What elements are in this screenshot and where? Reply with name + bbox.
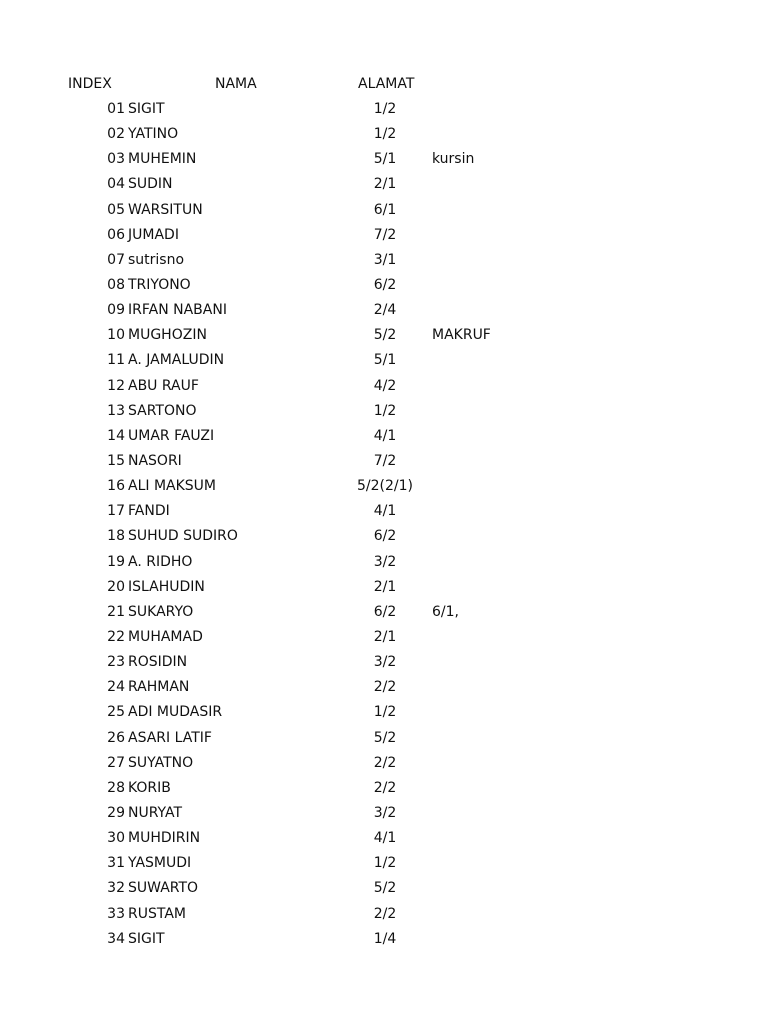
row-address: 2/1 — [373, 176, 397, 193]
row-index: 24 — [107, 679, 125, 696]
table-row — [0, 376, 768, 401]
row-name: ALI MAKSUM — [128, 478, 217, 495]
table-row — [0, 602, 768, 627]
table-row — [0, 702, 768, 727]
row-name: SUWARTO — [128, 880, 199, 897]
row-name: MUHAMAD — [128, 628, 203, 645]
row-name: WARSITUN — [128, 201, 203, 218]
row-index: 05 — [107, 201, 125, 218]
column-header-index: INDEX — [68, 76, 112, 92]
row-name: MUHDIRIN — [128, 830, 201, 847]
row-name: NURYAT — [128, 804, 183, 821]
row-index: 18 — [107, 528, 125, 545]
table-row — [0, 577, 768, 602]
row-address: 6/2 — [373, 276, 397, 293]
row-index: 03 — [107, 151, 125, 168]
row-name: SUDIN — [128, 176, 173, 193]
row-name: MUGHOZIN — [128, 327, 207, 344]
table-row — [0, 778, 768, 803]
row-address: 1/4 — [373, 930, 397, 947]
row-address: 2/1 — [373, 628, 397, 645]
row-address: 1/2 — [373, 704, 397, 721]
row-index: 04 — [107, 176, 125, 193]
row-name: sutrisno — [128, 251, 185, 268]
row-name: NASORI — [128, 452, 182, 469]
table-row — [0, 200, 768, 225]
row-index: 27 — [107, 754, 125, 771]
row-index: 28 — [107, 779, 125, 796]
table-row — [0, 526, 768, 551]
table-row — [0, 99, 768, 124]
row-name: FANDI — [128, 503, 170, 520]
row-index: 31 — [107, 855, 125, 872]
row-address: 5/1 — [373, 352, 397, 369]
row-address: 7/2 — [373, 452, 397, 469]
row-name: SIGIT — [128, 930, 165, 947]
row-address: 2/1 — [373, 578, 397, 595]
row-index: 09 — [107, 302, 125, 319]
table-row — [0, 149, 768, 174]
row-index: 23 — [107, 654, 125, 671]
row-address: 7/2 — [373, 226, 397, 243]
row-address: 6/2 — [373, 603, 397, 620]
row-name: ABU RAUF — [128, 377, 199, 394]
member-list — [0, 99, 768, 954]
table-row — [0, 853, 768, 878]
table-row — [0, 753, 768, 778]
table-row — [0, 677, 768, 702]
row-name: YATINO — [128, 126, 179, 143]
row-name: RUSTAM — [128, 905, 186, 922]
row-name: KORIB — [128, 779, 171, 796]
row-name: IRFAN NABANI — [128, 302, 227, 319]
column-header-alamat: ALAMAT — [358, 76, 415, 92]
table-row — [0, 401, 768, 426]
row-address: 5/2 — [373, 880, 397, 897]
row-index: 33 — [107, 905, 125, 922]
table-row — [0, 929, 768, 954]
row-address: 1/2 — [373, 126, 397, 143]
table-row — [0, 652, 768, 677]
column-header-nama: NAMA — [215, 76, 257, 92]
row-name: YASMUDI — [128, 855, 192, 872]
row-index: 17 — [107, 503, 125, 520]
row-index: 32 — [107, 880, 125, 897]
table-row — [0, 878, 768, 903]
row-name: ISLAHUDIN — [128, 578, 205, 595]
table-row — [0, 552, 768, 577]
row-index: 29 — [107, 804, 125, 821]
row-index: 13 — [107, 402, 125, 419]
row-index: 07 — [107, 251, 125, 268]
row-address: 6/1 — [373, 201, 397, 218]
table-row — [0, 627, 768, 652]
table-row — [0, 803, 768, 828]
row-address: 2/4 — [373, 302, 397, 319]
row-name: MUHEMIN — [128, 151, 197, 168]
row-address: 2/2 — [373, 905, 397, 922]
row-index: 02 — [107, 126, 125, 143]
table-row — [0, 451, 768, 476]
row-address: 5/2 — [373, 729, 397, 746]
row-address: 1/2 — [373, 402, 397, 419]
row-address: 4/1 — [373, 427, 397, 444]
row-address: 1/2 — [373, 855, 397, 872]
table-row — [0, 501, 768, 526]
row-name: ASARI LATIF — [128, 729, 212, 746]
row-name: UMAR FAUZI — [128, 427, 215, 444]
row-address: 1/2 — [373, 101, 397, 117]
table-row — [0, 124, 768, 149]
row-name: SARTONO — [128, 402, 197, 419]
table-row — [0, 728, 768, 753]
row-address: 4/1 — [373, 503, 397, 520]
row-address: 5/1 — [373, 151, 397, 168]
row-name: ADI MUDASIR — [128, 704, 223, 721]
table-row — [0, 904, 768, 929]
row-index: 22 — [107, 628, 125, 645]
row-note: 6/1, — [432, 603, 459, 620]
row-address: 6/2 — [373, 528, 397, 545]
row-address: 5/2(2/1) — [357, 478, 413, 495]
table-row — [0, 250, 768, 275]
row-index: 10 — [107, 327, 125, 344]
row-note: MAKRUF — [432, 327, 491, 344]
row-name: SIGIT — [128, 101, 165, 117]
row-index: 26 — [107, 729, 125, 746]
table-row — [0, 174, 768, 199]
row-name: A. JAMALUDIN — [128, 352, 225, 369]
row-address: 3/2 — [373, 804, 397, 821]
row-index: 08 — [107, 276, 125, 293]
row-address: 4/2 — [373, 377, 397, 394]
row-note: kursin — [432, 151, 475, 168]
table-row — [0, 828, 768, 853]
row-index: 12 — [107, 377, 125, 394]
row-index: 34 — [107, 930, 125, 947]
row-name: SUYATNO — [128, 754, 194, 771]
table-row — [0, 350, 768, 375]
row-name: SUHUD SUDIRO — [128, 528, 238, 545]
row-address: 5/2 — [373, 327, 397, 344]
row-address: 4/1 — [373, 830, 397, 847]
row-address: 3/2 — [373, 553, 397, 570]
row-index: 11 — [107, 352, 125, 369]
row-name: SUKARYO — [128, 603, 194, 620]
row-index: 15 — [107, 452, 125, 469]
row-name: RAHMAN — [128, 679, 190, 696]
row-index: 21 — [107, 603, 125, 620]
row-index: 20 — [107, 578, 125, 595]
row-address: 3/2 — [373, 654, 397, 671]
table-row — [0, 325, 768, 350]
row-name: TRIYONO — [128, 276, 191, 293]
row-index: 19 — [107, 553, 125, 570]
row-index: 06 — [107, 226, 125, 243]
row-address: 3/1 — [373, 251, 397, 268]
row-address: 2/2 — [373, 679, 397, 696]
row-index: 01 — [107, 101, 125, 117]
row-index: 30 — [107, 830, 125, 847]
row-name: JUMADI — [128, 226, 179, 243]
row-index: 16 — [107, 478, 125, 495]
row-name: ROSIDIN — [128, 654, 188, 671]
row-index: 14 — [107, 427, 125, 444]
row-address: 2/2 — [373, 754, 397, 771]
table-row — [0, 300, 768, 325]
table-row — [0, 426, 768, 451]
table-row — [0, 225, 768, 250]
table-row — [0, 476, 768, 501]
row-address: 2/2 — [373, 779, 397, 796]
table-row — [0, 275, 768, 300]
row-name: A. RIDHO — [128, 553, 193, 570]
row-index: 25 — [107, 704, 125, 721]
